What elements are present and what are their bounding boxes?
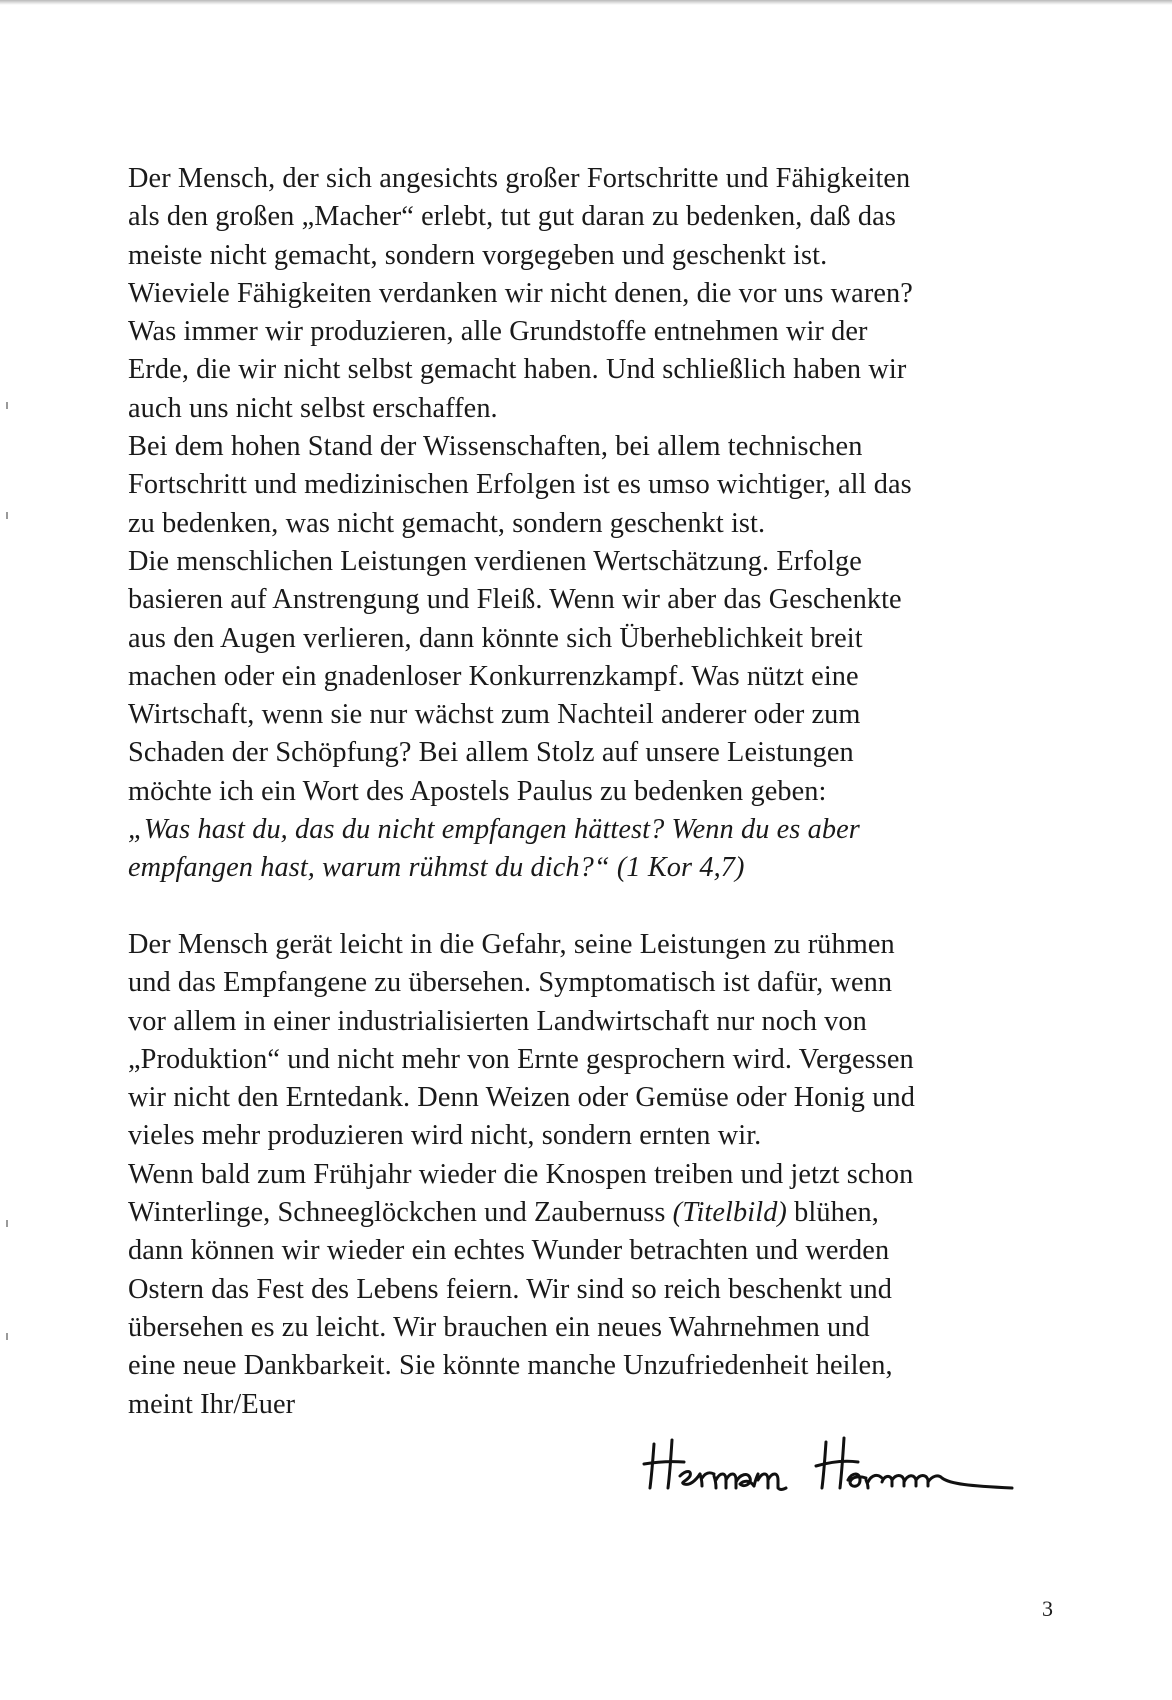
text-line: als den großen „Macher“ erlebt, tut gut daran zu bedenken, daß das [128, 201, 896, 233]
text-line: Bei dem hohen Stand der Wissenschaften, bei allem technischen [128, 431, 863, 463]
text-line: und das Empfangene zu übersehen. Symptomatisch ist dafür, wenn [128, 967, 893, 999]
text-line: aus den Augen verlieren, dann könnte sich Überheblichkeit breit [128, 622, 863, 654]
text-line: vieles mehr produzieren wird nicht, sondern ernten wir. [128, 1120, 762, 1152]
letter-body [128, 160, 1068, 1424]
scan-top-edge [0, 0, 1172, 5]
text-segment: Winterlinge, Schneeglöckchen und Zaubernuss [128, 1197, 673, 1229]
text-line: meint Ihr/Euer [128, 1388, 296, 1420]
text-line: wir nicht den Erntedank. Denn Weizen oder Gemüse oder Honig und [128, 1082, 915, 1114]
text-line: Die menschlichen Leistungen verdienen Wertschätzung. Erfolge [128, 545, 862, 577]
text-line: „Produktion“ und nicht mehr von Ernte gesprochern wird. Vergessen [128, 1043, 914, 1075]
text-line: Der Mensch, der sich angesichts großer Fortschritte und Fähigkeiten [128, 163, 911, 194]
page-number: 3 [1042, 1596, 1053, 1621]
text-line: machen oder ein gnadenloser Konkurrenzkampf. Was nützt eine [128, 660, 859, 692]
text-line: dann können wir wieder ein echtes Wunder betrachten und werden [128, 1235, 890, 1267]
text-line: Schaden der Schöpfung? Bei allem Stolz auf unsere Leistungen [128, 737, 854, 769]
text-line: Wenn bald zum Frühjahr wieder die Knospen treiben und jetzt schon [128, 1158, 914, 1190]
text-segment: blühen, [786, 1197, 879, 1229]
text-line: vor allem in einer industrialisierten Landwirtschaft nur noch von [128, 1005, 867, 1037]
scan-mark [6, 1333, 8, 1340]
text-line: Erde, die wir nicht selbst gemacht haben. Und schließlich haben wir [128, 354, 907, 386]
text-line: zu bedenken, was nicht gemacht, sondern geschenkt ist. [128, 507, 766, 539]
handwritten-signature [640, 1424, 1060, 1504]
text-line: Wieviele Fähigkeiten verdanken wir nicht denen, die vor uns waren? [128, 277, 913, 309]
cover-image-reference: (Titelbild) [672, 1197, 787, 1229]
bible-quote-line: empfangen hast, warum rühmst du dich?“ (1 Kor 4,7) [128, 852, 745, 884]
scan-mark [6, 1220, 8, 1227]
bible-quote-line: „Was hast du, das du nicht empfangen hättest? Wenn du es aber [128, 814, 860, 846]
text-line: auch uns nicht selbst erschaffen. [128, 392, 498, 424]
text-line: eine neue Dankbarkeit. Sie könnte manche Unzufriedenheit heilen, [128, 1350, 893, 1382]
paragraph-gap [128, 888, 1068, 926]
text-line: Der Mensch gerät leicht in die Gefahr, seine Leistungen zu rühmen [128, 928, 895, 960]
text-line: möchte ich ein Wort des Apostels Paulus zu bedenken geben: [128, 775, 827, 807]
text-line: meiste nicht gemacht, sondern vorgegeben und geschenkt ist. [128, 239, 828, 271]
text-line: Was immer wir produzieren, alle Grundstoffe entnehmen wir der [128, 316, 868, 348]
text-line: Fortschritt und medizinischen Erfolgen ist es umso wichtiger, all das [128, 469, 912, 501]
scan-mark [6, 512, 8, 519]
text-line-with-italic [128, 1194, 1068, 1232]
text-line: übersehen es zu leicht. Wir brauchen ein neues Wahrnehmen und [128, 1311, 870, 1343]
scan-mark [6, 402, 8, 409]
text-line: Ostern das Fest des Lebens feiern. Wir sind so reich beschenkt und [128, 1273, 893, 1305]
text-line: basieren auf Anstrengung und Fleiß. Wenn wir aber das Geschenkte [128, 584, 902, 616]
text-line: Wirtschaft, wenn sie nur wächst zum Nachteil anderer oder zum [128, 699, 861, 731]
